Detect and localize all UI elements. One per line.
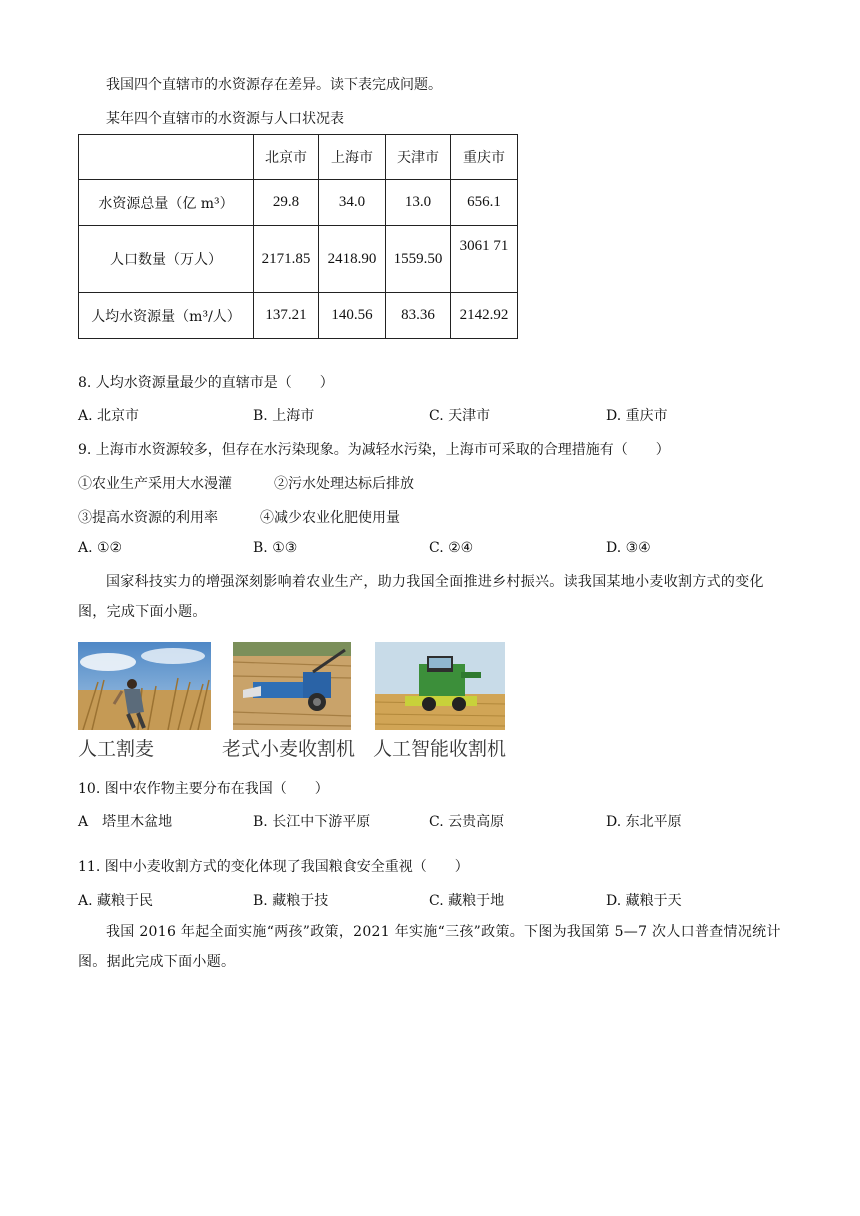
q11-option-d[interactable]: D. 藏粮于天 — [606, 893, 682, 909]
table-cell: 140.56 — [319, 293, 386, 339]
q9-option-b[interactable]: B. ①③ — [253, 540, 298, 556]
intro-population-census: 我国 2016 年起全面实施“两孩”政策，2021 年实施“三孩”政策。下图为我国第 5—7 次人口普查情况统计图。据此完成下面小题。 — [78, 924, 781, 970]
q9-option-a[interactable]: A. ①② — [78, 540, 123, 556]
q9-option-d[interactable]: D. ③④ — [606, 540, 651, 556]
table-cell: 2171.85 — [254, 226, 319, 293]
table-cell: 3061 71 — [451, 226, 518, 293]
table-header-cell: 天津市 — [386, 135, 451, 180]
q9-item-3: ③提高水资源的利用率 — [78, 510, 218, 526]
question-10-stem: 10. 图中农作物主要分布在我国（ ） — [78, 781, 329, 797]
water-population-table — [78, 134, 518, 339]
table-row — [79, 226, 518, 293]
intro-wheat-harvest: 国家科技实力的增强深刻影响着农业生产，助力我国全面推进乡村振兴。读我国某地小麦收割方式的变化图，完成下面小题。 — [78, 574, 764, 620]
table-title: 某年四个直辖市的水资源与人口状况表 — [106, 111, 344, 127]
intro-water-resources: 我国四个直辖市的水资源存在差异。读下表完成问题。 — [106, 77, 442, 93]
q10-option-c[interactable]: C. 云贵高原 — [429, 814, 505, 830]
table-header-cell: 上海市 — [319, 135, 386, 180]
row-label: 水资源总量（亿 m³） — [79, 180, 254, 226]
row-label: 人口数量（万人） — [79, 226, 254, 293]
table-row — [79, 293, 518, 339]
question-9-stem: 9. 上海市水资源较多，但存在水污染现象。为减轻水污染，上海市可采取的合理措施有（ ） — [78, 442, 670, 458]
q9-item-2: ②污水处理达标后排放 — [274, 476, 414, 492]
q11-option-b[interactable]: B. 藏粮于技 — [253, 893, 329, 909]
q8-option-d[interactable]: D. 重庆市 — [606, 408, 668, 424]
q8-option-a[interactable]: A. 北京市 — [78, 408, 140, 424]
q11-option-a[interactable]: A. 藏粮于民 — [78, 893, 154, 909]
table-cell: 1559.50 — [386, 226, 451, 293]
ai-combine-harvester-photo — [375, 642, 505, 730]
q9-option-c[interactable]: C. ②④ — [429, 540, 474, 556]
table-cell: 2418.90 — [319, 226, 386, 293]
q8-option-c[interactable]: C. 天津市 — [429, 408, 491, 424]
table-cell: 2142.92 — [451, 293, 518, 339]
table-cell: 83.36 — [386, 293, 451, 339]
caption-manual-harvest: 人工割麦 — [78, 738, 155, 760]
table-cell: 29.8 — [254, 180, 319, 226]
question-11-stem: 11. 图中小麦收割方式的变化体现了我国粮食安全重视（ ） — [78, 859, 469, 875]
q11-option-c[interactable]: C. 藏粮于地 — [429, 893, 505, 909]
table-cell: 656.1 — [451, 180, 518, 226]
old-harvester-photo — [233, 642, 351, 730]
table-header-row — [79, 135, 518, 180]
q9-item-1: ①农业生产采用大水漫灌 — [78, 476, 232, 492]
table-cell: 137.21 — [254, 293, 319, 339]
caption-ai-harvester: 人工智能收割机 — [373, 738, 507, 760]
table-header-cell: 北京市 — [254, 135, 319, 180]
q9-item-4: ④减少农业化肥使用量 — [260, 510, 400, 526]
table-header-cell: 重庆市 — [451, 135, 518, 180]
table-row — [79, 180, 518, 226]
q8-option-b[interactable]: B. 上海市 — [253, 408, 315, 424]
q10-option-a[interactable]: A 塔里木盆地 — [78, 814, 173, 830]
question-8-stem: 8. 人均水资源量最少的直辖市是（ ） — [78, 375, 334, 391]
table-cell: 13.0 — [386, 180, 451, 226]
q10-option-b[interactable]: B. 长江中下游平原 — [253, 814, 371, 830]
table-header-cell — [79, 135, 254, 180]
caption-old-harvester: 老式小麦收割机 — [222, 738, 356, 760]
q10-option-d[interactable]: D. 东北平原 — [606, 814, 682, 830]
table-cell: 34.0 — [319, 180, 386, 226]
manual-harvest-photo — [78, 642, 211, 730]
row-label: 人均水资源量（m³/人） — [79, 293, 254, 339]
